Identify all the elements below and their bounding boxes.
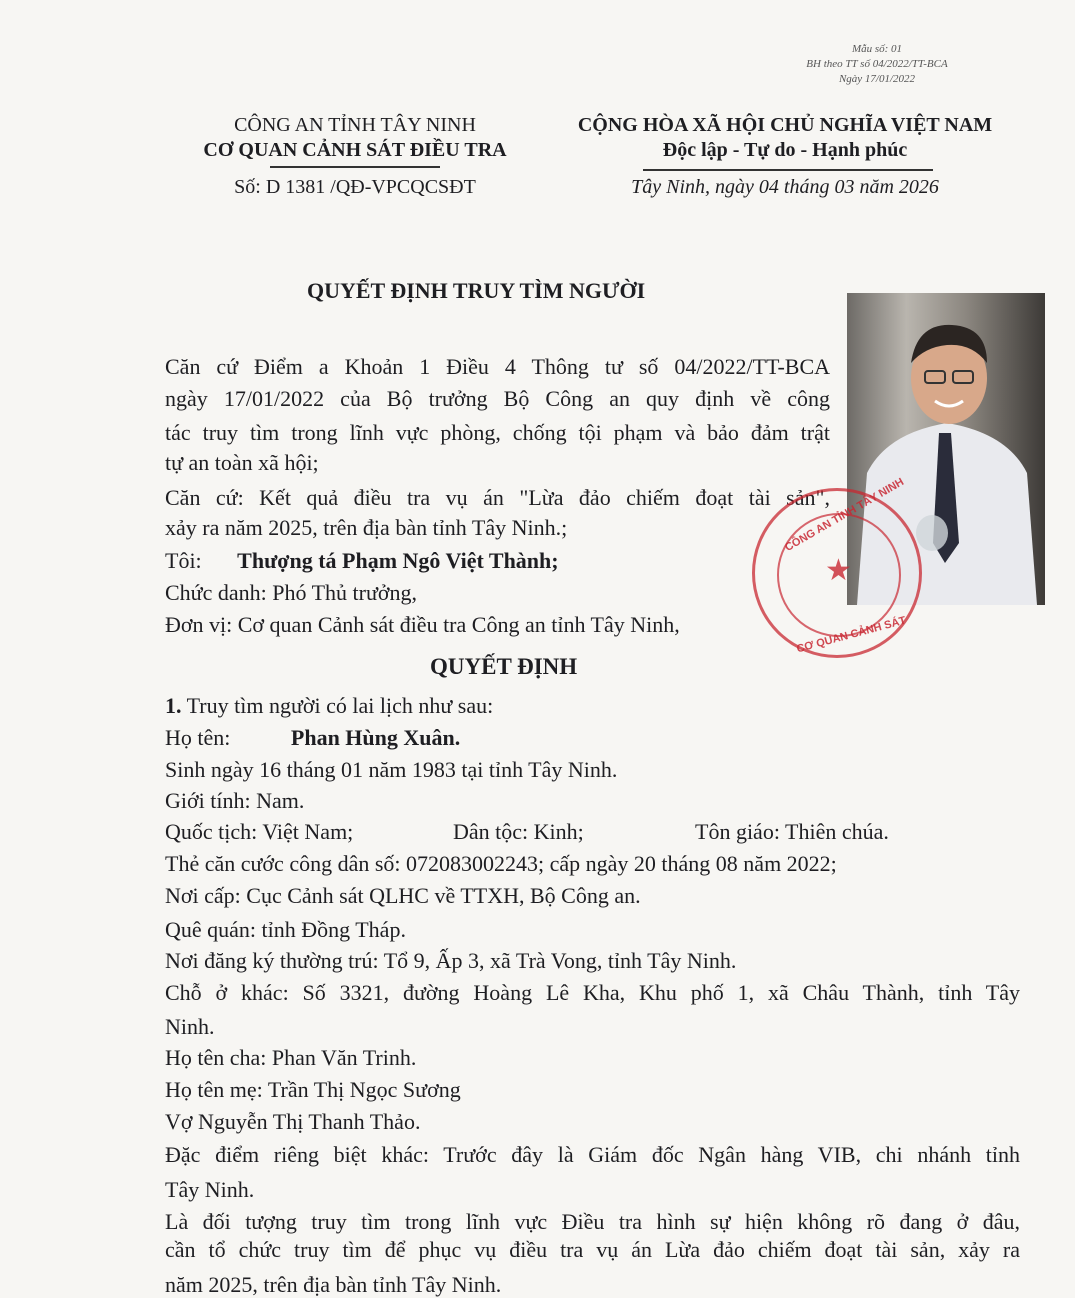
other-address-line: Ninh.	[165, 1014, 215, 1039]
motto: Độc lập - Tự do - Hạnh phúc	[662, 139, 908, 161]
issuer-label: Tôi:	[165, 548, 202, 573]
features-line: Tây Ninh.	[165, 1177, 255, 1202]
mother-line: Họ tên mẹ: Trần Thị Ngọc Sương	[165, 1077, 461, 1102]
header-right-rule	[643, 169, 933, 171]
religion: Tôn giáo: Thiên chúa.	[695, 819, 889, 844]
issuer-position: Chức danh: Phó Thủ trưởng,	[165, 580, 418, 605]
birth-line: Sinh ngày 16 tháng 01 năm 1983 tại tỉnh Tây Ninh.	[165, 757, 618, 782]
id-card-line: Thẻ căn cước công dân số: 072083002243; cấp ngày 20 tháng 08 năm 2022;	[165, 851, 837, 876]
issued-by-line: Nơi cấp: Cục Cảnh sát QLHC về TTXH, Bộ Công an.	[165, 883, 641, 908]
features-line: Đặc điểm riêng biệt khác: Trước đây là Giám đốc Ngân hàng VIB, chi nhánh tỉnh	[165, 1142, 1020, 1167]
nationality: Quốc tịch: Việt Nam;	[165, 819, 354, 844]
other-address-line: Chỗ ở khác: Số 3321, đường Hoàng Lê Kha, Khu phố 1, xã Châu Thành, tỉnh Tây	[165, 980, 1020, 1005]
preamble-line: Căn cứ: Kết quả điều tra vụ án "Lừa đảo chiếm đoạt tài sản",	[165, 485, 830, 510]
agency-name: CÔNG AN TỈNH TÂY NINH	[234, 114, 476, 136]
name-line	[165, 725, 460, 751]
father-line: Họ tên cha: Phan Văn Trinh.	[165, 1045, 417, 1070]
note-line: cần tổ chức truy tìm để phục vụ điều tra vụ án Lừa đảo chiếm đoạt tài sản, xảy ra	[165, 1237, 1020, 1262]
hometown-line: Quê quán: tỉnh Đồng Tháp.	[165, 917, 406, 942]
preamble-line: ngày 17/01/2022 của Bộ trưởng Bộ Công an quy định về công	[165, 386, 830, 411]
header-left-rule	[270, 166, 440, 168]
preamble-line: tự an toàn xã hội;	[165, 450, 319, 475]
residence-line: Nơi đăng ký thường trú: Tổ 9, Ấp 3, xã Trà Vong, tỉnh Tây Ninh.	[165, 948, 737, 973]
note-line: Là đối tượng truy tìm trong lĩnh vực Điều tra hình sự hiện không rõ đang ở đâu,	[165, 1209, 1020, 1234]
name-label: Họ tên:	[165, 725, 231, 750]
form-date: Ngày 17/01/2022	[838, 73, 916, 85]
ethnicity: Dân tộc: Kinh;	[453, 819, 584, 844]
seal-text-bottom: CƠ QUAN CẢNH SÁT	[795, 614, 908, 656]
place-date: Tây Ninh, ngày 04 tháng 03 năm 2026	[631, 176, 939, 198]
star-emblem-icon: ★	[825, 554, 852, 587]
preamble-line: Căn cứ Điểm a Khoản 1 Điều 4 Thông tư số 04/2022/TT-BCA	[165, 354, 830, 379]
nationality-line	[165, 819, 889, 845]
document-title: QUYẾT ĐỊNH TRUY TÌM NGƯỜI	[307, 278, 646, 303]
preamble-line: xảy ra năm 2025, trên địa bàn tỉnh Tây Ninh.;	[165, 515, 568, 540]
header-left	[190, 114, 520, 199]
section-intro-text: Truy tìm người có lai lịch như sau:	[186, 693, 494, 718]
issuer-line	[165, 548, 559, 574]
unit-name: CƠ QUAN CẢNH SÁT ĐIỀU TRA	[203, 139, 507, 161]
section-number: 1.	[165, 693, 182, 718]
issuer-name: Thượng tá Phạm Ngô Việt Thành;	[237, 548, 559, 573]
wanted-person-name: Phan Hùng Xuân.	[290, 725, 461, 750]
form-note	[777, 42, 977, 87]
official-seal	[752, 476, 922, 658]
section-1-intro	[165, 693, 493, 719]
decision-title: QUYẾT ĐỊNH	[430, 654, 578, 679]
document-number: Số: D 1381 /QĐ-VPCQCSĐT	[234, 176, 476, 198]
seal-text-top: CÔNG AN TỈNH TÂY NINH	[783, 476, 907, 554]
header-right	[545, 114, 1025, 199]
gender-line: Giới tính: Nam.	[165, 788, 305, 813]
note-line: năm 2025, trên địa bàn tỉnh Tây Ninh.	[165, 1272, 502, 1297]
issuer-unit: Đơn vị: Cơ quan Cảnh sát điều tra Công an tỉnh Tây Ninh,	[165, 612, 680, 637]
form-number: Mẫu số: 01	[851, 43, 903, 55]
country-name: CỘNG HÒA XÃ HỘI CHỦ NGHĨA VIỆT NAM	[577, 114, 993, 136]
wife-line: Vợ Nguyễn Thị Thanh Thảo.	[165, 1109, 421, 1134]
form-basis: BH theo TT số 04/2022/TT-BCA	[806, 58, 948, 70]
preamble-line: tác truy tìm trong lĩnh vực phòng, chống tội phạm và bảo đảm trật	[165, 420, 830, 445]
